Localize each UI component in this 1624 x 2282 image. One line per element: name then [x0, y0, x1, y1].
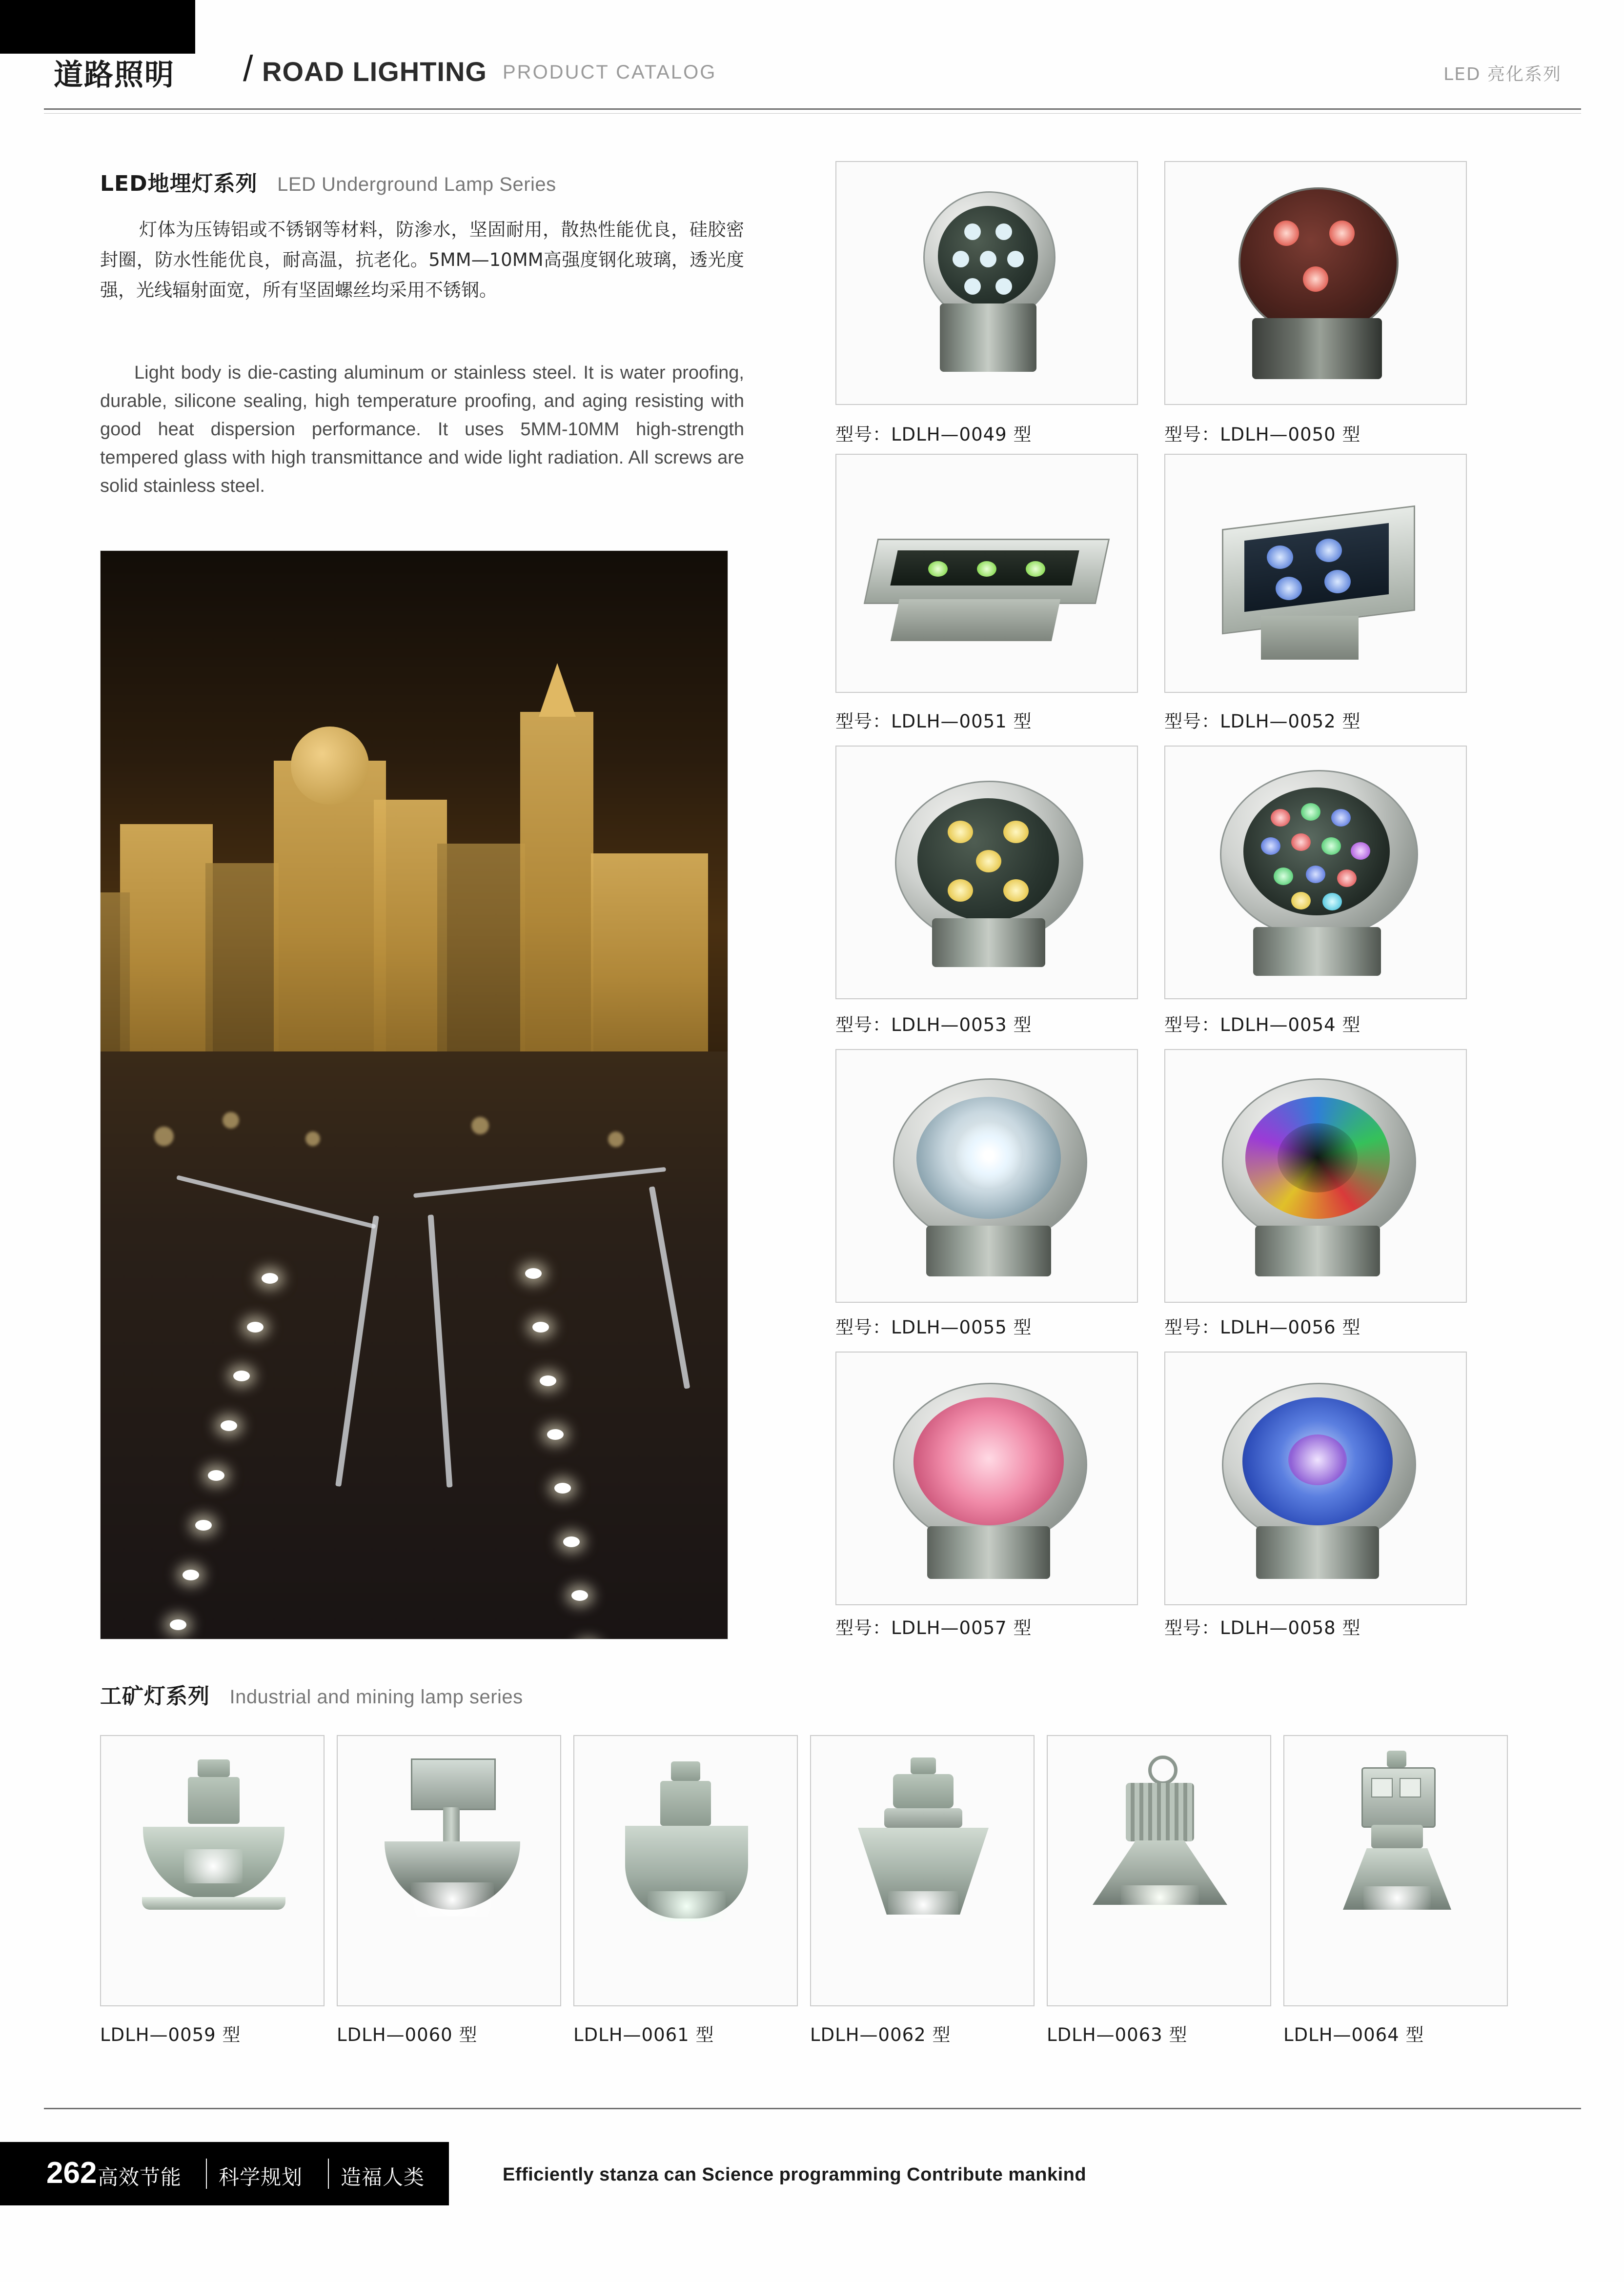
photo-light-glow	[305, 1131, 320, 1146]
footer-item-2: 科学规划	[219, 2165, 303, 2189]
photo-building	[101, 892, 130, 1078]
footer-item-3: 造福人类	[341, 2165, 425, 2189]
photo-step-light	[563, 1536, 580, 1547]
product-image-0055	[835, 1049, 1138, 1303]
header-title-en: ROAD LIGHTING	[262, 56, 487, 87]
footer-separator	[206, 2159, 207, 2189]
photo-building	[205, 863, 279, 1078]
product-caption-0063: LDLH—0063 型	[1047, 2024, 1188, 2045]
product-caption-0056: 型号：LDLH—0056 型	[1164, 1317, 1361, 1338]
lamp-glow	[648, 1891, 726, 1921]
photo-step-light	[247, 1322, 264, 1333]
product-image-0056	[1164, 1049, 1467, 1303]
photo-step-light	[208, 1470, 224, 1481]
photo-step-light	[221, 1420, 237, 1431]
header-content	[49, 49, 1581, 107]
lamp-body	[1255, 1226, 1380, 1276]
lamp-center	[1278, 1123, 1358, 1192]
photo-step-light	[554, 1483, 571, 1494]
product-image-0059	[100, 1735, 325, 2006]
product-image-0049	[835, 161, 1138, 405]
product-image-0063	[1047, 1735, 1271, 2006]
header-divider-thin	[44, 113, 1581, 114]
lamp-body	[1253, 927, 1381, 976]
header-divider	[44, 108, 1581, 110]
photo-tower-spire	[539, 663, 576, 717]
photo-dome	[291, 727, 369, 805]
lamp-body	[1252, 318, 1382, 379]
lamp-body	[1256, 1526, 1379, 1579]
product-image-0054	[1164, 746, 1467, 999]
header-title-cn: 道路照明	[54, 58, 175, 92]
product-image-0053	[835, 746, 1138, 999]
lamp-label	[1400, 1778, 1421, 1797]
lamp-body	[926, 1226, 1051, 1276]
lamp-body	[932, 918, 1045, 967]
paragraph-cn: 灯体为压铸铝或不锈钢等材料，防渗水，坚固耐用，散热性能优良，硅胶密封圈，防水性能优良，耐高温，抗老化。5MM—10MM高强度钢化玻璃，透光度强，光线辐射面宽，所有坚固螺丝均采用不锈钢。	[100, 219, 744, 301]
photo-step-light	[571, 1590, 588, 1601]
product-caption-0064: LDLH—0064 型	[1283, 2024, 1424, 2045]
product-image-0060	[337, 1735, 561, 2006]
product-image-0058	[1164, 1352, 1467, 1605]
lamp-gear-box	[1361, 1767, 1436, 1828]
photo-light-glow	[471, 1117, 489, 1134]
photo-ground	[101, 1051, 728, 1639]
paragraph-en: Light body is die-casting aluminum or stainless steel. It is water proofing, durable, silicone sealing, high temperature proofing, and aging resisting with good heat dispersion performance. It uses 5MM-10MM high-strength tempered glass with high transmittance and wide light radiation. All screws are solid stainless steel.	[100, 363, 744, 496]
photo-step-light	[532, 1322, 549, 1333]
footer-separator	[328, 2159, 329, 2189]
product-image-0061	[573, 1735, 798, 2006]
product-caption-0057: 型号：LDLH—0057 型	[835, 1617, 1032, 1638]
header-series-label: LED 亮化系列	[1443, 64, 1562, 84]
product-caption-0062: LDLH—0062 型	[810, 2024, 951, 2045]
section-title-cn: LED地埋灯系列	[100, 171, 258, 196]
photo-building	[120, 824, 213, 1078]
footer-divider	[44, 2108, 1581, 2109]
lamp-hook	[1148, 1756, 1177, 1785]
product-caption-0050: 型号：LDLH—0050 型	[1164, 424, 1361, 445]
photo-step-light	[525, 1268, 542, 1279]
photo-tower	[520, 712, 593, 1078]
page-number: 262	[46, 2156, 97, 2190]
product-caption-0054: 型号：LDLH—0054 型	[1164, 1014, 1361, 1035]
product-image-0051	[835, 454, 1138, 693]
lamp-body	[891, 599, 1060, 641]
lamp-glow	[184, 1849, 243, 1883]
lamp-body	[940, 303, 1036, 372]
product-caption-0060: LDLH—0060 型	[337, 2024, 478, 2045]
product-image-0057	[835, 1352, 1138, 1605]
photo-step-light	[547, 1429, 564, 1440]
lamp-glow	[411, 1882, 494, 1917]
lamp-label	[1371, 1778, 1393, 1797]
section-title-en: LED Underground Lamp Series	[277, 174, 556, 195]
lamp-stem	[443, 1807, 460, 1843]
photo-step-light	[233, 1371, 250, 1381]
footer-english-slogan: Efficiently stanza can Science programming Contribute mankind	[503, 2164, 1087, 2185]
product-caption-0058: 型号：LDLH—0058 型	[1164, 1617, 1361, 1638]
page-footer	[0, 2142, 1624, 2225]
photo-building	[274, 761, 386, 1078]
product-caption-0053: 型号：LDLH—0053 型	[835, 1014, 1032, 1035]
lamp-glow	[1121, 1885, 1199, 1910]
lamp-ballast-box	[411, 1758, 496, 1810]
product-caption-0049: 型号：LDLH—0049 型	[835, 424, 1032, 445]
lamp-body	[927, 1526, 1050, 1579]
lamp-heatsink	[1126, 1783, 1194, 1841]
product-image-0052	[1164, 454, 1467, 693]
lamp-glass-cover	[142, 1897, 285, 1910]
header-slash: /	[243, 48, 253, 89]
photo-step-light	[195, 1520, 212, 1531]
product-caption-0052: 型号：LDLH—0052 型	[1164, 711, 1361, 732]
photo-building	[591, 853, 708, 1078]
lamp-glow	[1363, 1886, 1431, 1910]
section-title-en: Industrial and mining lamp series	[229, 1686, 523, 1708]
lamp-center	[1288, 1434, 1347, 1485]
product-caption-0059: LDLH—0059 型	[100, 2024, 241, 2045]
scene-photo	[100, 550, 728, 1639]
lamp-body	[1261, 616, 1359, 660]
section-title-underground	[100, 166, 832, 197]
photo-building	[437, 844, 525, 1078]
section-title-industrial	[100, 1678, 978, 1710]
photo-light-glow	[608, 1131, 624, 1147]
lamp-glow	[888, 1891, 958, 1918]
footer-item-1: 高效节能	[98, 2165, 182, 2189]
section-title-cn: 工矿灯系列	[100, 1684, 210, 1709]
product-image-0062	[810, 1735, 1035, 2006]
lamp-glow	[955, 1122, 1022, 1189]
photo-step-light	[183, 1570, 199, 1580]
product-caption-0051: 型号：LDLH—0051 型	[835, 711, 1032, 732]
lamp-rim	[1238, 187, 1399, 338]
photo-step-light	[540, 1375, 556, 1386]
page-header	[0, 0, 1624, 122]
lamp-glass	[914, 1397, 1064, 1525]
product-caption-0061: LDLH—0061 型	[573, 2024, 714, 2045]
product-caption-0055: 型号：LDLH—0055 型	[835, 1317, 1032, 1338]
header-subtitle-en: PRODUCT CATALOG	[503, 61, 717, 83]
photo-step-light	[262, 1273, 278, 1284]
photo-light-glow	[154, 1127, 174, 1146]
photo-building	[374, 800, 447, 1078]
product-image-0050	[1164, 161, 1467, 405]
header-black-block	[0, 0, 195, 54]
product-image-0064	[1283, 1735, 1508, 2006]
photo-light-glow	[223, 1112, 239, 1129]
photo-step-light	[170, 1619, 186, 1630]
